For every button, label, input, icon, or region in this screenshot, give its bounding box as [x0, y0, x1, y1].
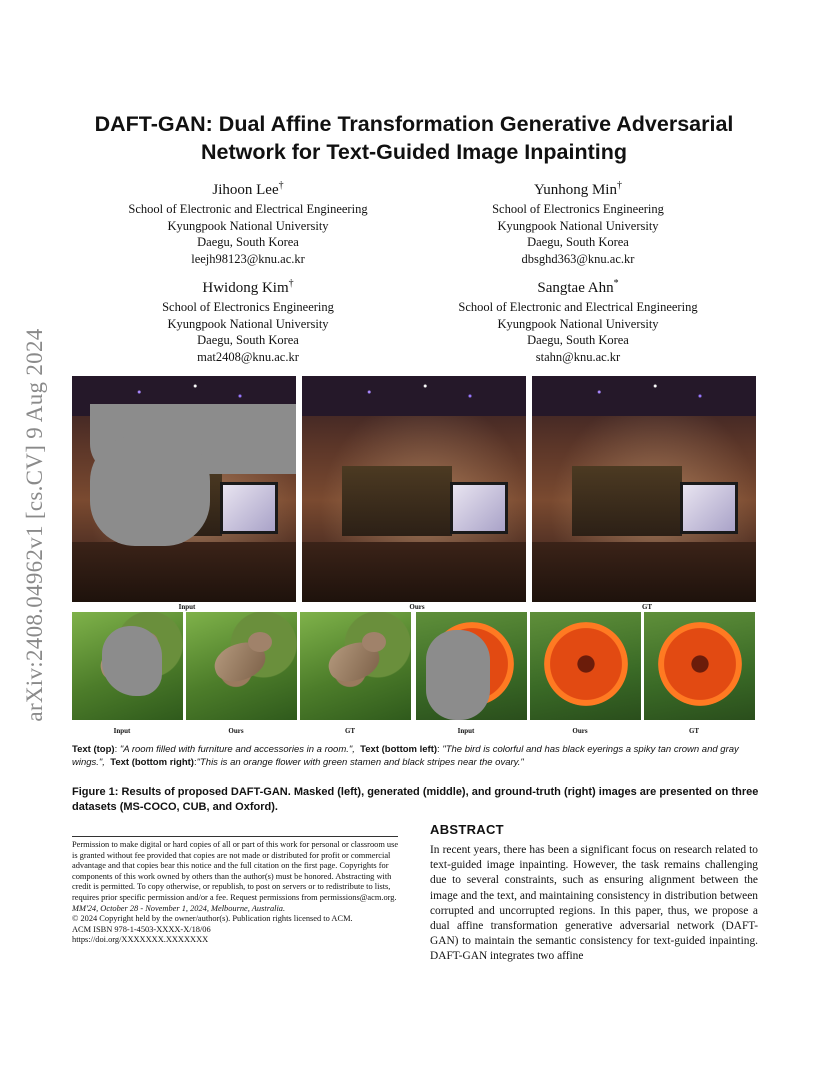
permission-notice: Permission to make digital or hard copies of all or part of this work for personal or classroom use is granted without fee provided that copies are not made or distributed for profit or commercial advantage and that copies bear this notice and the full citation on the first page. Copyrights for components of this work owned by others than the author(s) must be honored. Abstracting with credit is permitted. To copy otherwise, or republish, to post on servers or to redistribute to lists, requires prior specific permission and/or a fee. Request permissions from permissions@acm.org.: [72, 840, 399, 902]
figure-caption: Figure 1: Results of proposed DAFT-GAN. Masked (left), generated (middle), and ground-truth (right) images are presented on three datasets (MS-COCO, CUB, and Oxford).: [72, 786, 759, 813]
flower-output-image: [530, 612, 641, 720]
author-email: leejh98123@knu.ac.kr: [191, 251, 305, 266]
author-block: [88, 274, 408, 365]
author-affiliation: School of Electronic and Electrical Engineering: [458, 300, 698, 314]
copyright: © 2024 Copyright held by the owner/author(s). Publication rights licensed to ACM.: [72, 914, 353, 924]
author-mark: †: [288, 278, 294, 289]
prompt-bottom-right: "This is an orange flower with green stamen and black stripes near the ovary.": [196, 757, 524, 768]
label-input: Input: [457, 727, 475, 735]
author-name: Hwidong Kim: [202, 280, 289, 296]
footnote: [72, 840, 402, 946]
room-gt-image: [532, 376, 756, 602]
author-mark: †: [616, 180, 622, 191]
author-location: Daegu, South Korea: [197, 333, 299, 347]
bird-output-image: [186, 612, 297, 720]
footnote-rule: [72, 836, 398, 837]
author-affiliation: School of Electronic and Electrical Engineering: [128, 202, 368, 216]
author-institution: Kyungpook National University: [497, 316, 659, 331]
inpaint-mask: [90, 436, 210, 546]
figure-prompts: Text (top): "A room filled with furniture and accessories in a room.", Text (bottom left): "The bird is colorful and has black eyerings a spiky tan crown and gray wings.", Text (bottom right):"This is an orange flower with green stamen and black stripes near the ovary.": [72, 744, 739, 768]
author-mark: *: [613, 278, 619, 289]
author-name: Sangtae Ahn: [537, 280, 614, 296]
author-affiliation: School of Electronics Engineering: [492, 202, 664, 216]
author-affiliation: School of Electronics Engineering: [162, 300, 334, 314]
author-institution: Kyungpook National University: [167, 316, 329, 331]
figure-1: [72, 376, 756, 735]
author-name: Jihoon Lee: [212, 182, 279, 198]
abstract-body: In recent years, there has been a significant focus on research related to text-guided image inpainting. However, the task remains challenging due to several constraints, such as ensuring alignment between the image and the text, and maintaining consistency in distribution between corrupted and uncorrupted regions. In this paper, thus, we propose a dual affine transformation generative adversarial network (DAFT-GAN) to maintain the semantic consistency for text-guided inpainting. DAFT-GAN integrates two affine: [430, 844, 758, 963]
author-email: dbsghd363@knu.ac.kr: [521, 251, 635, 266]
prompt-bl-label: Text (bottom left): [360, 744, 438, 755]
venue: MM'24, October 28 - November 1, 2024, Melbourne, Australia.: [72, 903, 286, 913]
label-ours: Ours: [228, 727, 244, 735]
label-gt: GT: [641, 603, 653, 611]
label-ours: Ours: [572, 727, 588, 735]
inpaint-mask: [426, 630, 490, 720]
author-name: Yunhong Min: [534, 182, 617, 198]
author-mark: †: [278, 180, 284, 191]
label-input: Input: [178, 603, 196, 611]
arxiv-stamp-text: arXiv:2408.04962v1 [cs.CV] 9 Aug 2024: [22, 328, 47, 722]
bird-gt-image: [300, 612, 411, 720]
paper-title: DAFT-GAN: Dual Affine Transformation Generative Adversarial Network for Text-Guided Image Inpainting: [94, 112, 734, 164]
prompt-top-label: Text (top): [72, 744, 115, 755]
isbn: ACM ISBN 978-1-4503-XXXX-X/18/06: [72, 924, 211, 934]
prompt-br-label: Text (bottom right): [110, 757, 194, 768]
abstract-heading: ABSTRACT: [430, 822, 504, 837]
author-block: [418, 176, 738, 267]
label-ours: Ours: [409, 603, 425, 611]
author-location: Daegu, South Korea: [197, 235, 299, 249]
room-output-image: [302, 376, 526, 602]
author-email: stahn@knu.ac.kr: [535, 349, 621, 364]
author-block: [418, 274, 738, 365]
inpaint-mask: [102, 626, 162, 696]
room-input-image: [72, 376, 296, 602]
prompt-bottom-left: "The bird is colorful and has black eyerings a spiky tan crown and gray wings.",: [72, 744, 739, 768]
author-block: [88, 176, 408, 267]
author-location: Daegu, South Korea: [527, 333, 629, 347]
label-input: Input: [113, 727, 131, 735]
author-email: mat2408@knu.ac.kr: [197, 349, 299, 364]
arxiv-stamp: [18, 290, 52, 760]
label-gt: GT: [344, 727, 356, 735]
flower-input-image: [416, 612, 527, 720]
doi: https://doi.org/XXXXXXX.XXXXXXX: [72, 935, 209, 945]
author-institution: Kyungpook National University: [167, 218, 329, 233]
label-gt: GT: [688, 727, 700, 735]
bird-input-image: [72, 612, 183, 720]
prompt-top: "A room filled with furniture and accessories in a room.",: [119, 744, 355, 755]
flower-gt-image: [644, 612, 755, 720]
author-institution: Kyungpook National University: [497, 218, 659, 233]
author-location: Daegu, South Korea: [527, 235, 629, 249]
